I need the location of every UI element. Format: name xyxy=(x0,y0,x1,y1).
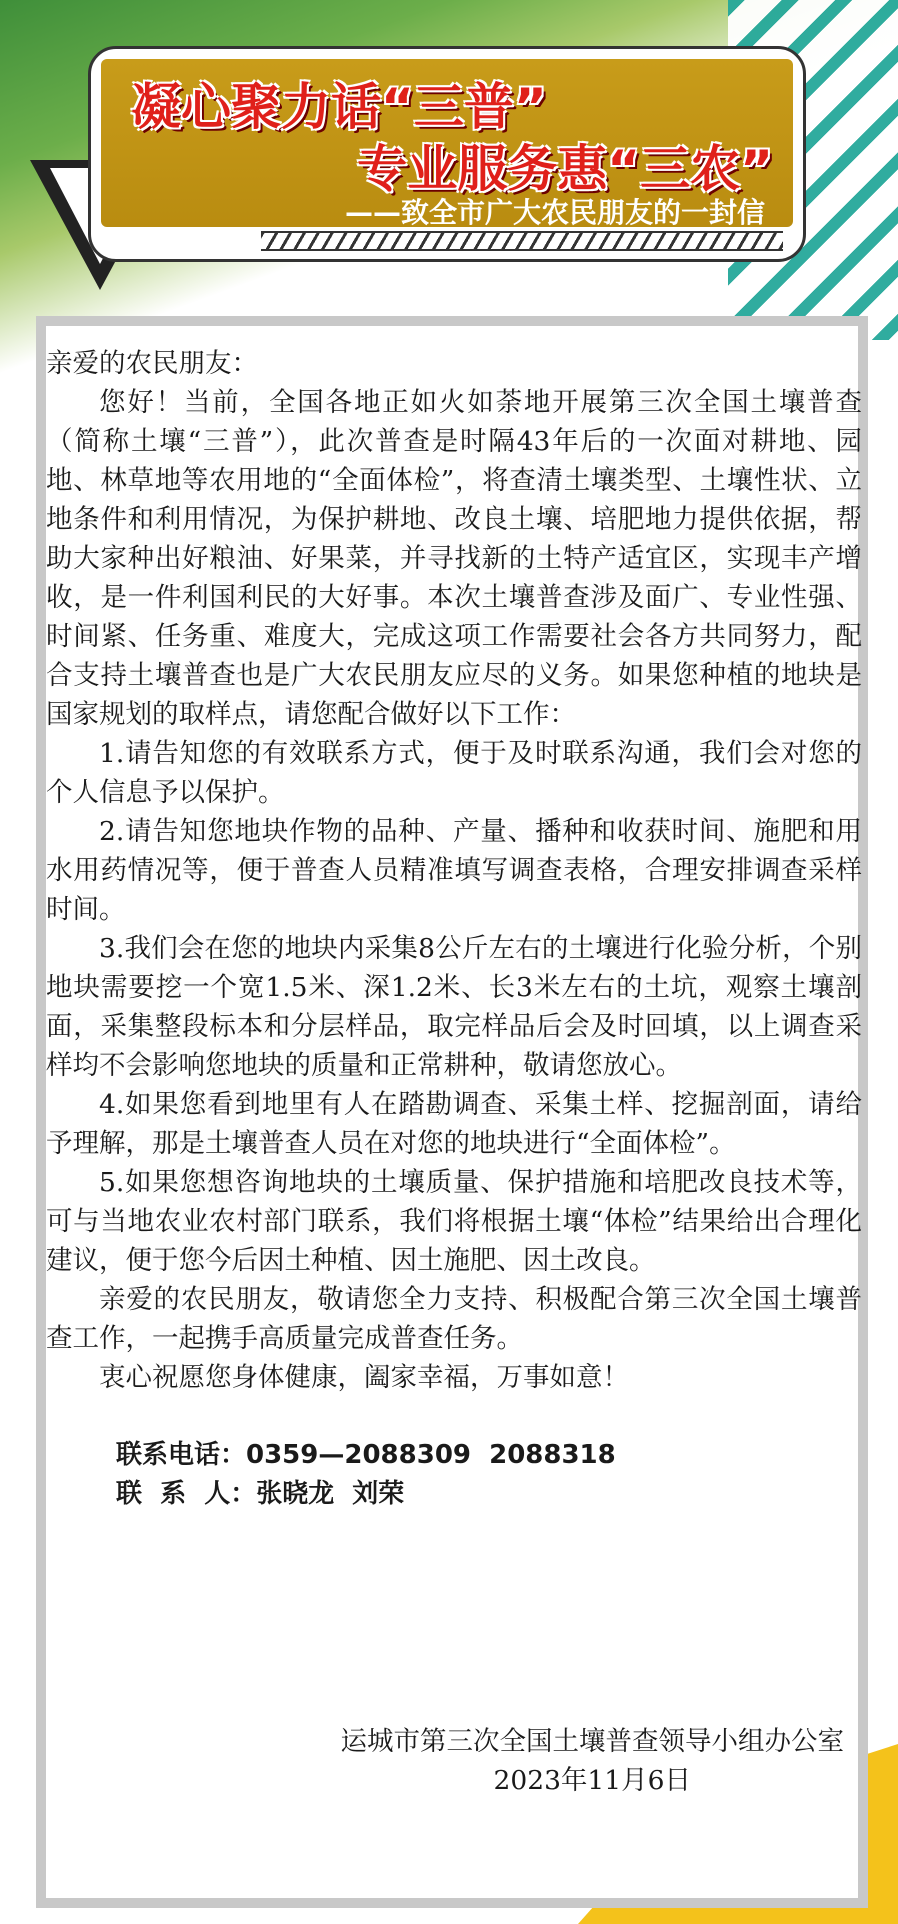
title-banner xyxy=(88,46,806,262)
banner-hatch-strip xyxy=(261,231,783,251)
salutation: 亲爱的农民朋友： xyxy=(46,348,258,379)
paragraph-appeal: 亲爱的农民朋友，敬请您全力支持、积极配合第三次全国土壤普查工作，一起携手高质量完成普查任务。 xyxy=(46,1284,862,1354)
paragraph-item-3: 3.我们会在您的地块内采集8公斤左右的土壤进行化验分析，个别地块需要挖一个宽1.5米、深1.2米、长3米左右的土坑，观察土壤剖面，采集整段标本和分层样品，取完样品后会及时回填，以上调查采样均不会影响您地块的质量和正常耕种，敬请您放心。 xyxy=(46,933,862,1081)
contact-person: 联 系 人：张晓龙 刘荣 xyxy=(116,1479,405,1509)
paragraph-item-2: 2.请告知您地块作物的品种、产量、播种和收获时间、施肥和用水用药情况等，便于普查人员精准填写调查表格，合理安排调查采样时间。 xyxy=(46,816,862,925)
letter-body xyxy=(46,344,862,1514)
paragraph-item-5: 5.如果您想咨询地块的土壤质量、保护措施和培肥改良技术等，可与当地农业农村部门联系，我们将根据土壤“体检”结果给出合理化建议，便于您今后因土种植、因土施肥、因土改良。 xyxy=(46,1167,862,1276)
paragraph-item-4: 4.如果您看到地里有人在踏勘调查、采集土样、挖掘剖面，请给予理解，那是土壤普查人员在对您的地块进行“全面体检”。 xyxy=(46,1089,862,1159)
signature-block xyxy=(341,1722,845,1800)
contact-block xyxy=(46,1436,862,1514)
title-line-1: 凝心聚力话“三普” xyxy=(131,78,547,136)
paragraph-wishes: 衷心祝愿您身体健康，阖家幸福，万事如意！ xyxy=(99,1362,629,1393)
contact-phone: 联系电话：0359—2088309 2088318 xyxy=(116,1440,616,1470)
paragraph-intro: 您好！当前，全国各地正如火如荼地开展第三次全国土壤普查（简称土壤“三普”），此次普查是时隔43年后的一次面对耕地、园地、林草地等农用地的“全面体检”，将查清土壤类型、土壤性状、立地条件和利用情况，为保护耕地、改良土壤、培肥地力提供依据，帮助大家种出好粮油、好果菜，并寻找新的土特产适宜区，实现丰产增收，是一件利国利民的大好事。本次土壤普查涉及面广、专业性强、时间紧、任务重、难度大，完成这项工作需要社会各方共同努力，配合支持土壤普查也是广大农民朋友应尽的义务。如果您种植的地块是国家规划的取样点，请您配合做好以下工作： xyxy=(46,387,862,730)
title-line-2: 专业服务惠“三农” xyxy=(357,140,773,198)
signature-date: 2023年11月6日 xyxy=(493,1765,692,1796)
paragraph-item-1: 1.请告知您的有效联系方式，便于及时联系沟通，我们会对您的个人信息予以保护。 xyxy=(46,738,862,808)
banner-subtitle: ——致全市广大农民朋友的一封信 xyxy=(344,196,765,229)
banner-panel xyxy=(101,59,793,227)
signature-org: 运城市第三次全国土壤普查领导小组办公室 xyxy=(340,1726,844,1757)
